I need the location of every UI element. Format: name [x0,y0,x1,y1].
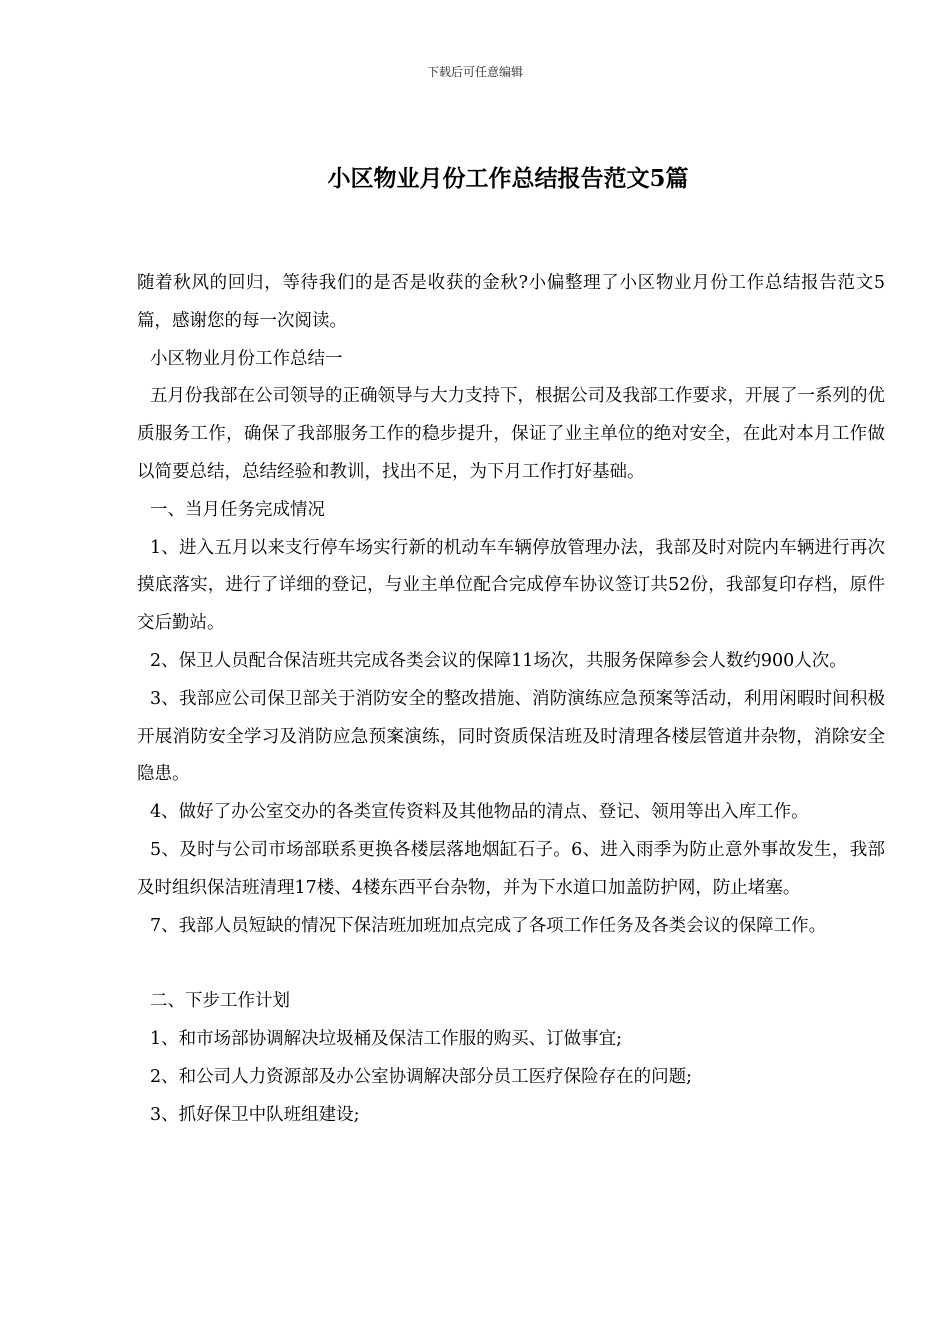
list-item: 1、进入五月以来支行停车场实行新的机动车车辆停放管理办法，我部及时对院内车辆进行再次摸底落实，进行了详细的登记，与业主单位配合完成停车协议签订共52份，我部复印存档，原件交后勤站。 [137,537,885,634]
section-heading: 小区物业月份工作总结一 [150,348,343,369]
list-item: 2、保卫人员配合保洁班共完成各类会议的保障11场次，共服务保障参会人数约900人次。 [150,650,847,671]
list-item: 7、我部人员短缺的情况下保洁班加班加点完成了各项工作任务及各类会议的保障工作。 [150,915,827,936]
paragraph: 五月份我部在公司领导的正确领导与大力支持下，根据公司及我部工作要求，开展了一系列的优质服务工作，确保了我部服务工作的稳步提升，保证了业主单位的绝对安全，在此对本月工作做以简要总结，总结经验和教训，找出不足，为下月工作打好基础。 [137,386,885,482]
intro-paragraph: 随着秋风的回归，等待我们的是否是收获的金秋?小偏整理了小区物业月份工作总结报告范文5篇，感谢您的每一次阅读。 [137,273,885,331]
list-item: 4、做好了办公室交办的各类宣传资料及其他物品的清点、登记、领用等出入库工作。 [150,802,809,823]
list-item: 2、和公司人力资源部及办公室协调解决部分员工医疗保险存在的问题; [150,1066,693,1087]
document-body [137,265,885,1134]
section-heading: 一、当月任务完成情况 [150,499,325,520]
list-item: 3、抓好保卫中队班组建设; [150,1104,360,1125]
document-title: 小区物业月份工作总结报告范文5篇 [327,165,689,192]
list-item: 5、及时与公司市场部联系更换各楼层落地烟缸石子。6、进入雨季为防止意外事故发生，我部及时组织保洁班清理17楼、4楼东西平台杂物，并为下水道口加盖防护网，防止堵塞。 [137,839,885,898]
section-heading: 二、下步工作计划 [150,991,290,1012]
page-header-note: 下载后可任意编辑 [426,65,523,79]
list-item: 1、和市场部协调解决垃圾桶及保洁工作服的购买、订做事宜; [150,1028,623,1049]
list-item: 3、我部应公司保卫部关于消防安全的整改措施、消防演练应急预案等活动，利用闲暇时间积极开展消防安全学习及消防应急预案演练，同时资质保洁班及时清理各楼层管道井杂物，消除安全隐患。 [137,688,885,785]
